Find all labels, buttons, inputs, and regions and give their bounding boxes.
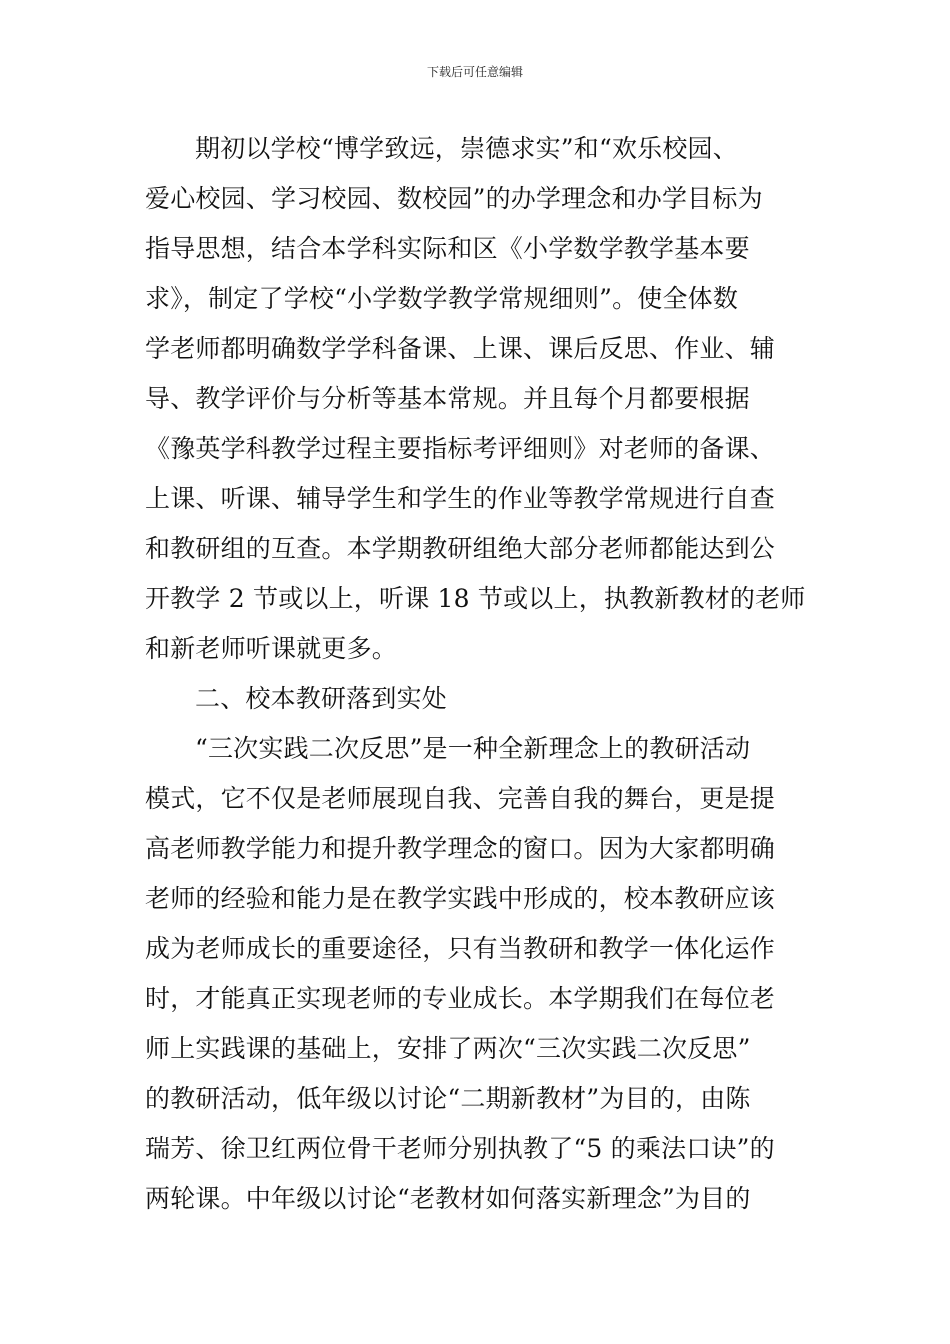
text-line: 《豫英学科教学过程主要指标考评细则》对老师的备课、 [145,434,776,463]
text-line: 学老师都明确数学学科备课、上课、课后反思、作业、辅 [145,334,776,363]
text-line: 高老师教学能力和提升教学理念的窗口。因为大家都明确 [145,834,776,863]
document-body [145,124,825,1224]
text-line: 瑞芳、徐卫红两位骨干老师分别执教了“5 的乘法口诀”的 [145,1134,775,1163]
text-line: 成为老师成长的重要途径，只有当教研和教学一体化运作 [145,934,776,963]
page-header: 下载后可任意编辑 [426,65,523,79]
text-line: 爱心校园、学习校园、数校园”的办学理念和办学目标为 [145,184,763,213]
text-line: 模式，它不仅是老师展现自我、完善自我的舞台，更是提 [145,784,776,813]
text-line: 开教学 2 节或以上，听课 18 节或以上，执教新教材的老师 [145,584,806,613]
text-line: 上课、听课、辅导学生和学生的作业等教学常规进行自查 [145,484,776,513]
text-line: 求》，制定了学校“小学数学教学常规细则”。使全体数 [145,284,739,313]
text-line: “三次实践二次反思”是一种全新理念上的教研活动 [195,734,751,763]
text-line: 时，才能真正实现老师的专业成长。本学期我们在每位老 [145,984,776,1013]
section-heading: 二、校本教研落到实处 [195,684,448,713]
text-line: 指导思想，结合本学科实际和区《小学数学教学基本要 [145,234,750,263]
text-line: 老师的经验和能力是在教学实践中形成的，校本教研应该 [145,884,776,913]
text-line: 和教研组的互查。本学期教研组绝大部分老师都能达到公 [145,534,776,563]
text-line: 导、教学评价与分析等基本常规。并且每个月都要根据 [145,384,750,413]
text-line: 和新老师听课就更多。 [145,634,398,663]
text-line: 期初以学校“博学致远，崇德求实”和“欢乐校园、 [195,134,738,163]
text-line: 的教研活动，低年级以讨论“二期新教材”为目的，由陈 [145,1084,751,1113]
text-line: 师上实践课的基础上，安排了两次“三次实践二次反思” [145,1034,751,1063]
text-line: 两轮课。中年级以讨论“老教材如何落实新理念”为目的 [145,1184,751,1213]
